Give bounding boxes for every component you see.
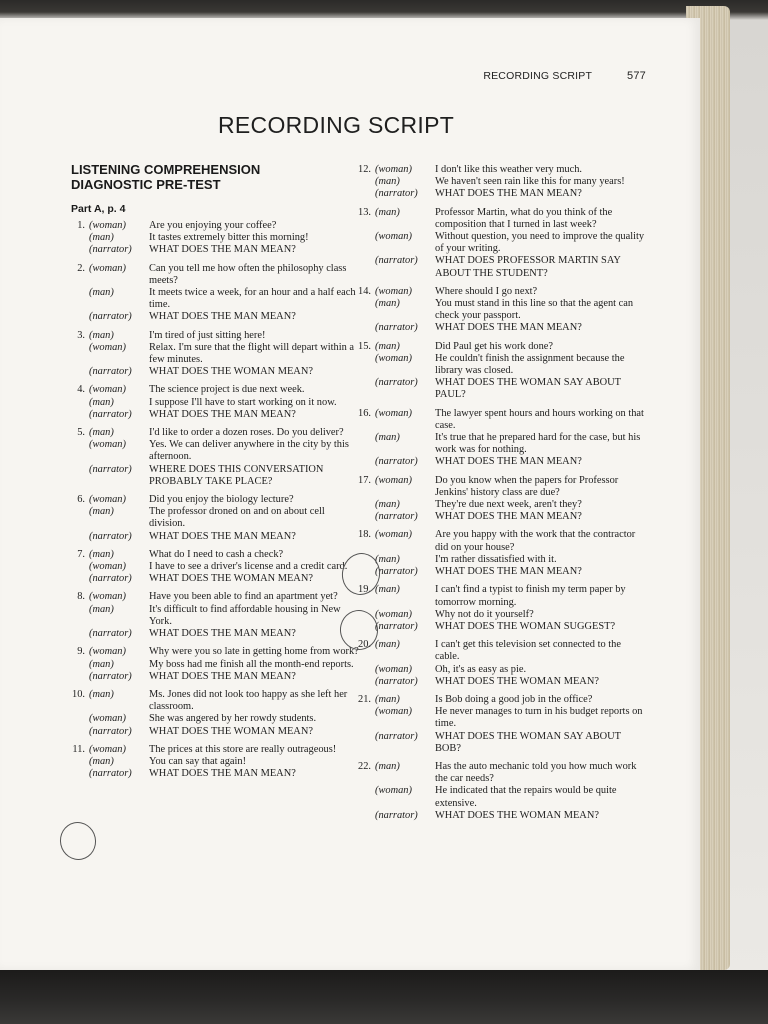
item-number: 9.: [77, 646, 85, 658]
script-item: [60, 494, 360, 543]
speaker-label: (narrator): [375, 620, 418, 632]
dialogue-line: [346, 584, 646, 608]
speaker-label: (narrator): [89, 573, 132, 585]
dialogue-text: WHAT DOES THE MAN MEAN?: [149, 670, 296, 682]
dialogue-line: [346, 377, 646, 401]
dialogue-line: [346, 207, 646, 231]
dialogue-text: WHAT DOES THE WOMAN MEAN?: [435, 809, 599, 821]
dialogue-text: Without question, you need to improve the quality of your writing.: [435, 231, 645, 255]
dialogue-line: [346, 529, 646, 553]
dialogue-line: [346, 475, 646, 499]
speaker-label: (narrator): [89, 530, 132, 542]
dialogue-line: [346, 810, 646, 822]
dialogue-text: Why were you so late in getting home from work?: [149, 646, 359, 658]
item-number: 15.: [358, 340, 371, 352]
bottom-shadow: [0, 970, 768, 1024]
speaker-label: (narrator): [89, 725, 132, 737]
dialogue-text: WHAT DOES THE MAN MEAN?: [149, 530, 296, 542]
dialogue-text: Are you happy with the work that the contractor did on your house?: [435, 529, 636, 553]
dialogue-text: Oh, it's as easy as pie.: [435, 663, 527, 675]
speaker-label: (narrator): [89, 311, 132, 323]
script-item: [60, 220, 360, 257]
dialogue-line: [60, 628, 360, 640]
speaker-label: (woman): [375, 706, 412, 718]
speaker-label: (narrator): [89, 244, 132, 256]
script-item: [60, 744, 360, 781]
dialogue-text: My boss had me finish all the month-end reports.: [149, 658, 354, 670]
dialogue-line: [60, 232, 360, 244]
dialogue-line: [60, 549, 360, 561]
dialogue-text: Did Paul get his work done?: [435, 340, 554, 352]
speaker-label: (man): [375, 639, 400, 651]
script-item: [346, 286, 646, 335]
item-number: 16.: [358, 407, 371, 419]
script-item: [346, 639, 646, 688]
dialogue-line: [60, 263, 360, 287]
script-item: [346, 207, 646, 280]
dialogue-line: [346, 621, 646, 633]
dialogue-line: [346, 456, 646, 468]
speaker-label: (woman): [89, 743, 126, 755]
dialogue-line: [346, 499, 646, 511]
script-item: [60, 646, 360, 683]
speaker-label: (woman): [375, 352, 412, 364]
item-number: 12.: [358, 164, 371, 175]
item-number: 20.: [358, 639, 371, 651]
speaker-label: (woman): [375, 231, 412, 243]
dialogue-text: You can say that again!: [149, 755, 247, 767]
dialogue-text: It tastes extremely bitter this morning!: [149, 232, 309, 244]
dialogue-text: WHAT DOES THE MAN MEAN?: [149, 311, 296, 323]
dialogue-text: I can't get this television set connected to the cable.: [435, 639, 621, 663]
dialogue-text: Why not do it yourself?: [435, 608, 534, 620]
dialogue-line: [60, 311, 360, 323]
dialogue-line: [60, 464, 360, 488]
dialogue-line: [60, 744, 360, 756]
dialogue-line: [346, 706, 646, 730]
dialogue-line: [346, 554, 646, 566]
dialogue-line: [346, 322, 646, 334]
dialogue-line: [60, 366, 360, 378]
item-number: 5.: [77, 427, 85, 439]
dialogue-text: WHERE DOES THIS CONVERSATION PROBABLY TAKE PLACE?: [149, 463, 324, 487]
speaker-label: (narrator): [375, 675, 418, 687]
script-item: [346, 341, 646, 402]
script-item: [346, 529, 646, 578]
dialogue-text: WHAT DOES THE MAN MEAN?: [435, 456, 582, 468]
dialogue-text: The prices at this store are really outrageous!: [149, 743, 337, 755]
dialogue-text: They're due next week, aren't they?: [435, 499, 582, 511]
speaker-label: (woman): [375, 529, 412, 541]
speaker-label: (woman): [89, 561, 126, 573]
speaker-label: (narrator): [375, 322, 418, 334]
speaker-label: (woman): [375, 407, 412, 419]
dialogue-line: [346, 231, 646, 255]
item-number: 18.: [358, 529, 371, 541]
item-number: 21.: [358, 693, 371, 705]
dialogue-text: It meets twice a week, for an hour and a half each time.: [149, 287, 356, 311]
script-item: [346, 408, 646, 469]
dialogue-text: What do I need to cash a check?: [149, 548, 284, 560]
dialogue-text: Relax. I'm sure that the flight will depart within a few minutes.: [149, 341, 355, 366]
dialogue-line: [346, 785, 646, 809]
section-title: [71, 162, 260, 192]
script-item: [346, 475, 646, 524]
script-item: [60, 330, 360, 379]
dialogue-text: The lawyer spent hours and hours working on that case.: [435, 407, 644, 431]
speaker-label: (narrator): [375, 566, 418, 578]
dialogue-text: Have you been able to find an apartment yet?: [149, 591, 338, 603]
page-number: 577: [627, 70, 646, 82]
dialogue-line: [60, 244, 360, 256]
speaker-label: (man): [375, 693, 400, 705]
dialogue-text: Yes. We can deliver anywhere in the city by this afternoon.: [149, 439, 349, 463]
dialogue-line: [60, 506, 360, 530]
dialogue-line: [60, 287, 360, 311]
dialogue-text: She was angered by her rowdy students.: [149, 713, 317, 725]
dialogue-text: Has the auto mechanic told you how much work the car needs?: [435, 760, 637, 785]
dialogue-text: WHAT DOES THE MAN MEAN?: [435, 511, 582, 523]
dialogue-text: WHAT DOES THE WOMAN MEAN?: [149, 725, 313, 737]
dialogue-text: We haven't seen rain like this for many years!: [435, 176, 625, 188]
speaker-label: (man): [375, 340, 400, 352]
script-item: [60, 549, 360, 586]
speaker-label: (woman): [89, 439, 126, 451]
dialogue-line: [346, 353, 646, 377]
item-number: 22.: [358, 760, 371, 772]
dialogue-text: WHAT DOES THE MAN MEAN?: [435, 188, 582, 200]
left-column: [60, 220, 360, 786]
speaker-label: (woman): [89, 262, 126, 274]
dialogue-text: WHAT DOES THE MAN MEAN?: [435, 322, 582, 334]
dialogue-line: [346, 694, 646, 706]
speaker-label: (man): [375, 760, 400, 772]
dialogue-text: WHAT DOES THE MAN MEAN?: [149, 628, 296, 640]
dialogue-line: [60, 726, 360, 738]
dialogue-text: WHAT DOES THE MAN MEAN?: [149, 244, 296, 256]
dialogue-line: [346, 298, 646, 322]
part-title: Part A, p. 4: [71, 203, 126, 215]
dialogue-text: Do you know when the papers for Professor Jenkins' history class are due?: [435, 474, 619, 498]
speaker-label: (man): [89, 548, 114, 560]
dialogue-line: [60, 342, 360, 366]
dialogue-text: WHAT DOES THE MAN MEAN?: [149, 768, 296, 780]
item-number: 3.: [77, 329, 85, 341]
section-title-line1: LISTENING COMPREHENSION: [71, 162, 261, 177]
speaker-label: (narrator): [89, 463, 132, 475]
dialogue-line: [346, 176, 646, 188]
dialogue-text: I have to see a driver's license and a credit card.: [149, 561, 348, 573]
speaker-label: (woman): [375, 608, 412, 620]
dialogue-text: You must stand in this line so that the agent can check your passport.: [435, 298, 634, 322]
speaker-label: (woman): [375, 663, 412, 675]
speaker-label: (woman): [89, 341, 126, 353]
item-number: 1.: [77, 220, 85, 231]
speaker-label: (man): [89, 658, 114, 670]
speaker-label: (woman): [375, 285, 412, 297]
speaker-label: (man): [89, 287, 114, 299]
dialogue-line: [346, 639, 646, 663]
dialogue-text: The professor droned on and on about cell division.: [149, 506, 325, 530]
dialogue-line: [346, 164, 646, 176]
dialogue-line: [60, 427, 360, 439]
dialogue-text: The science project is due next week.: [149, 384, 305, 396]
dialogue-text: I'm tired of just sitting here!: [149, 329, 266, 341]
running-head: [483, 70, 646, 82]
dialogue-text: Professor Martin, what do you think of the composition that I turned in last week?: [435, 206, 613, 230]
dialogue-line: [346, 341, 646, 353]
speaker-label: (woman): [375, 785, 412, 797]
dialogue-text: Can you tell me how often the philosophy class meets?: [149, 262, 347, 286]
dialogue-line: [346, 664, 646, 676]
item-number: 4.: [77, 384, 85, 396]
dialogue-line: [60, 768, 360, 780]
speaker-label: (man): [89, 603, 114, 615]
script-item: [346, 761, 646, 822]
speaker-label: (narrator): [375, 255, 418, 267]
dialogue-text: I'm rather dissatisfied with it.: [435, 553, 557, 565]
item-number: 13.: [358, 206, 371, 218]
speaker-label: (man): [89, 688, 114, 700]
speaker-label: (narrator): [375, 188, 418, 200]
dialogue-text: WHAT DOES THE WOMAN MEAN?: [435, 675, 599, 687]
dialogue-text: WHAT DOES THE WOMAN SUGGEST?: [435, 620, 616, 632]
dialogue-text: He never manages to turn in his budget reports on time.: [435, 706, 643, 730]
speaker-label: (narrator): [89, 408, 132, 420]
speaker-label: (narrator): [89, 628, 132, 640]
dialogue-text: WHAT DOES THE WOMAN SAY ABOUT PAUL?: [435, 377, 621, 401]
dialogue-text: He indicated that the repairs would be quite extensive.: [435, 785, 617, 809]
dialogue-line: [60, 409, 360, 421]
script-item: [60, 591, 360, 640]
dialogue-text: I can't find a typist to finish my term paper by tomorrow morning.: [435, 584, 626, 608]
dialogue-line: [346, 255, 646, 279]
speaker-label: (narrator): [89, 768, 132, 780]
section-title-line2: DIAGNOSTIC PRE-TEST: [71, 177, 221, 192]
speaker-label: (man): [375, 553, 400, 565]
speaker-label: (man): [89, 396, 114, 408]
speaker-label: (narrator): [375, 730, 418, 742]
script-item: [60, 689, 360, 738]
speaker-label: (woman): [375, 164, 412, 175]
dialogue-line: [60, 604, 360, 628]
item-number: 8.: [77, 591, 85, 603]
speaker-label: (man): [375, 206, 400, 218]
speaker-label: (narrator): [375, 377, 418, 389]
dialogue-text: I suppose I'll have to start working on it now.: [149, 396, 337, 408]
item-number: 17.: [358, 474, 371, 486]
dialogue-line: [60, 713, 360, 725]
item-number: 7.: [77, 548, 85, 560]
dialogue-text: He couldn't finish the assignment because the library was closed.: [435, 352, 625, 377]
dialogue-line: [60, 573, 360, 585]
dialogue-line: [60, 561, 360, 573]
page-title: RECORDING SCRIPT: [218, 112, 455, 138]
dialogue-line: [346, 511, 646, 523]
dialogue-line: [60, 494, 360, 506]
dialogue-line: [60, 671, 360, 683]
speaker-label: (woman): [375, 474, 412, 486]
speaker-label: (man): [89, 329, 114, 341]
item-number: 6.: [77, 494, 85, 506]
speaker-label: (man): [375, 584, 400, 596]
dialogue-text: Ms. Jones did not look too happy as she left her classroom.: [149, 688, 348, 713]
dialogue-line: [346, 286, 646, 298]
item-number: 19.: [358, 584, 371, 596]
dialogue-text: Are you enjoying your coffee?: [149, 220, 277, 231]
speaker-label: (man): [89, 506, 114, 518]
dialogue-line: [60, 220, 360, 232]
script-item: [60, 263, 360, 324]
speaker-label: (woman): [89, 591, 126, 603]
speaker-label: (man): [375, 176, 400, 188]
speaker-label: (man): [375, 298, 400, 310]
dialogue-line: [60, 689, 360, 713]
right-column: [346, 164, 646, 828]
script-item: [346, 164, 646, 201]
speaker-label: (narrator): [375, 809, 418, 821]
speaker-label: (woman): [89, 713, 126, 725]
dialogue-line: [60, 531, 360, 543]
dialogue-text: It's difficult to find affordable housing in New York.: [149, 603, 341, 627]
dialogue-text: Where should I go next?: [435, 285, 538, 297]
speaker-label: (woman): [89, 494, 126, 506]
script-item: [60, 384, 360, 421]
speaker-label: (woman): [89, 646, 126, 658]
speaker-label: (narrator): [375, 511, 418, 523]
dialogue-text: Is Bob doing a good job in the office?: [435, 693, 593, 705]
speaker-label: (narrator): [375, 456, 418, 468]
dialogue-line: [346, 566, 646, 578]
speaker-label: (woman): [89, 220, 126, 231]
item-number: 2.: [77, 262, 85, 274]
dialogue-line: [346, 408, 646, 432]
speaker-label: (narrator): [89, 670, 132, 682]
speaker-label: (man): [375, 432, 400, 444]
script-item: [346, 584, 646, 633]
dialogue-text: Did you enjoy the biology lecture?: [149, 494, 294, 506]
speaker-label: (narrator): [89, 366, 132, 378]
running-title: RECORDING SCRIPT: [483, 70, 592, 82]
dialogue-text: WHAT DOES THE WOMAN SAY ABOUT BOB?: [435, 730, 621, 754]
dialogue-line: [60, 646, 360, 658]
item-number: 10.: [72, 688, 85, 700]
dialogue-text: I'd like to order a dozen roses. Do you deliver?: [149, 427, 344, 439]
dialogue-text: WHAT DOES THE WOMAN MEAN?: [149, 573, 313, 585]
dialogue-line: [346, 188, 646, 200]
dialogue-line: [60, 756, 360, 768]
dialogue-line: [346, 676, 646, 688]
script-item: [346, 694, 646, 755]
dialogue-line: [60, 591, 360, 603]
dialogue-line: [60, 330, 360, 342]
dialogue-text: WHAT DOES THE WOMAN MEAN?: [149, 366, 313, 378]
dialogue-line: [346, 761, 646, 785]
script-item: [60, 427, 360, 488]
dialogue-text: It's true that he prepared hard for the case, but his work was for nothing.: [435, 432, 641, 456]
dialogue-line: [346, 731, 646, 755]
dialogue-line: [60, 439, 360, 463]
item-number: 14.: [358, 285, 371, 297]
speaker-label: (woman): [89, 384, 126, 396]
dialogue-text: WHAT DOES THE MAN MEAN?: [149, 408, 296, 420]
speaker-label: (man): [375, 499, 400, 511]
speaker-label: (man): [89, 232, 114, 244]
item-number: 11.: [72, 743, 85, 755]
speaker-label: (man): [89, 755, 114, 767]
speaker-label: (man): [89, 427, 114, 439]
dialogue-line: [346, 432, 646, 456]
dialogue-line: [60, 384, 360, 396]
dialogue-text: WHAT DOES PROFESSOR MARTIN SAY ABOUT THE STUDENT?: [435, 255, 621, 279]
dialogue-text: I don't like this weather very much.: [435, 164, 583, 175]
dialogue-line: [60, 659, 360, 671]
dialogue-line: [60, 397, 360, 409]
dialogue-line: [346, 609, 646, 621]
dialogue-text: WHAT DOES THE MAN MEAN?: [435, 566, 582, 578]
